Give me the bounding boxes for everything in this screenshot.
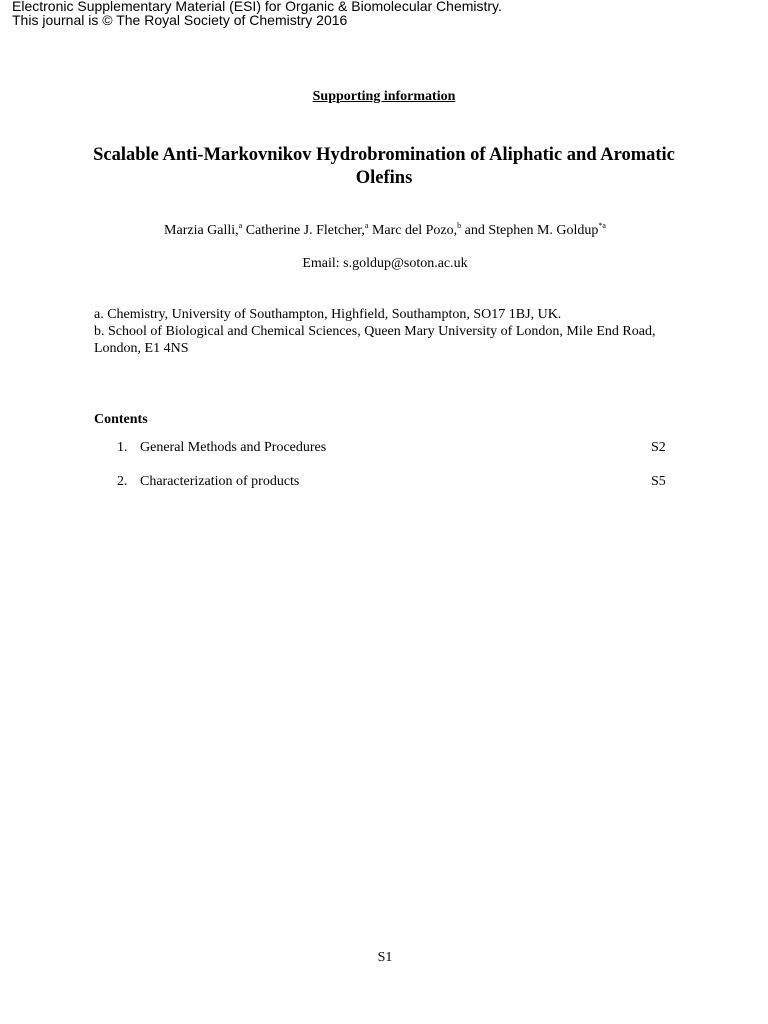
affiliation-b: b. School of Biological and Chemical Sciences, Queen Mary University of London, Mile End Road, London, E1 4NS <box>94 324 656 356</box>
author-affiliation-mark: a <box>238 221 243 230</box>
corresponding-email: Email: s.goldup@soton.ac.uk <box>302 256 468 271</box>
author-name: Marzia Galli, <box>164 223 239 238</box>
supporting-information-label: Supporting information <box>312 89 456 104</box>
toc-entry-number: 2. <box>117 474 128 489</box>
toc-entry-label: General Methods and Procedures <box>140 440 327 455</box>
table-of-contents <box>0 440 768 508</box>
journal-header <box>12 0 502 27</box>
author-name: and Stephen M. Goldup <box>464 223 599 238</box>
toc-entry-page: S2 <box>651 440 666 455</box>
page-number: S1 <box>377 950 393 965</box>
author-affiliation-mark: *a <box>598 221 606 230</box>
author-name: Marc del Pozo, <box>371 223 458 238</box>
toc-entry[interactable] <box>0 440 768 474</box>
journal-header-line-2: This journal is © The Royal Society of Chemistry 2016 <box>12 12 348 28</box>
contents-heading: Contents <box>94 412 148 427</box>
author-list <box>0 222 768 240</box>
journal-header-line-1: Electronic Supplementary Material (ESI) for Organic & Biomolecular Chemistry. <box>12 0 502 14</box>
author-affiliation-mark: a <box>364 221 369 230</box>
affiliation-a: a. Chemistry, University of Southampton, Highfield, Southampton, SO17 1BJ, UK. <box>94 307 562 322</box>
toc-entry-number: 1. <box>117 440 128 455</box>
author-name: Catherine J. Fletcher, <box>245 223 365 238</box>
toc-entry-page: S5 <box>651 474 666 489</box>
toc-entry-label: Characterization of products <box>140 474 300 489</box>
toc-entry[interactable] <box>0 474 768 508</box>
author-affiliation-mark: b <box>457 221 462 230</box>
affiliations <box>94 306 694 357</box>
paper-title: Scalable Anti-Markovnikov Hydrobromination of Aliphatic and Aromatic Olefins <box>93 145 675 188</box>
